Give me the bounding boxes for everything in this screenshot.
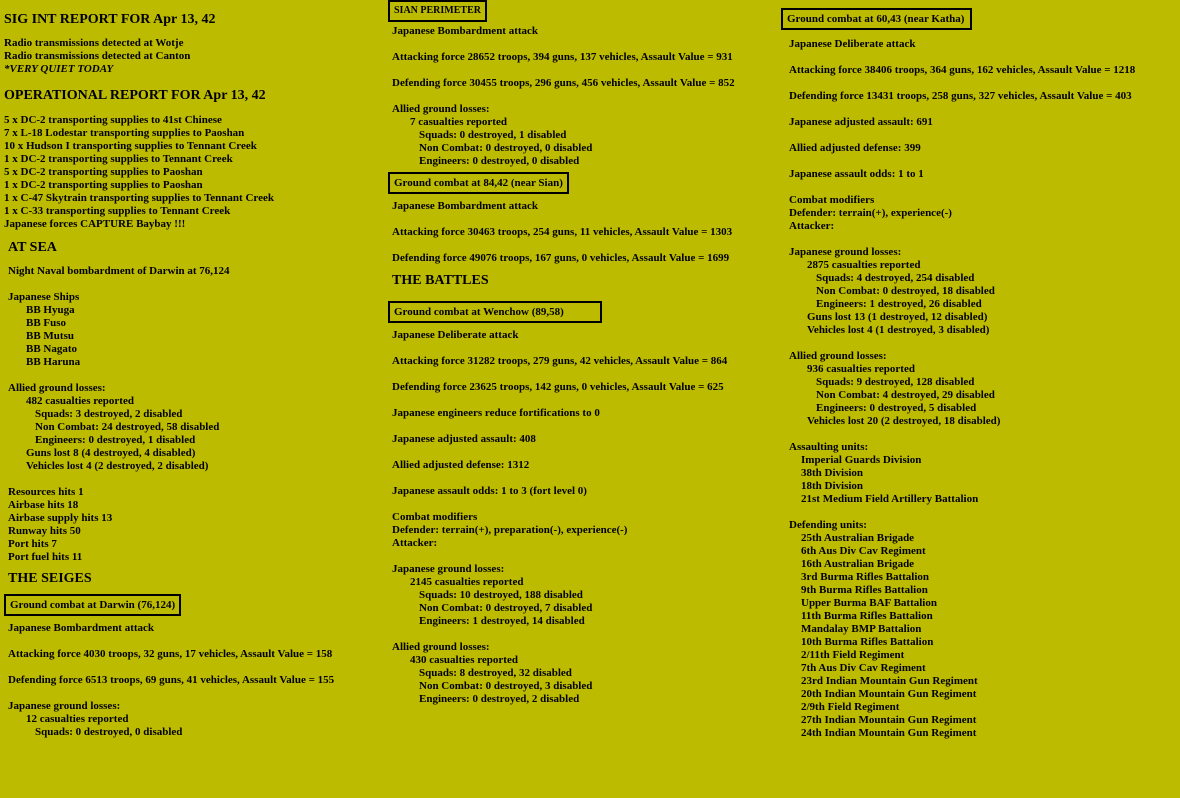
katha-jap-noncombat: Non Combat: 0 destroyed, 18 disabled bbox=[816, 285, 995, 297]
defending-unit: 10th Burma Rifles Battalion bbox=[801, 636, 934, 648]
assaulting-unit: 38th Division bbox=[801, 467, 864, 479]
op-line: 7 x L-18 Lodestar transporting supplies to Paoshan bbox=[4, 127, 245, 139]
guns-lost-line: Guns lost 8 (4 destroyed, 4 disabled) bbox=[26, 447, 196, 459]
report-column-left bbox=[4, 0, 380, 798]
hits-line: Runway hits 50 bbox=[8, 525, 81, 537]
perimeter-box-wrap bbox=[388, 0, 778, 22]
hits-line: Port hits 7 bbox=[8, 538, 57, 550]
defending-units-header: Defending units: bbox=[789, 519, 867, 531]
wenchow-allied-noncombat: Non Combat: 0 destroyed, 3 disabled bbox=[419, 680, 593, 692]
perimeter-attacking-force: Attacking force 28652 troops, 394 guns, 137 vehicles, Assault Value = 931 bbox=[392, 51, 733, 63]
defending-unit: Upper Burma BAF Battalion bbox=[801, 597, 937, 609]
defending-unit: 9th Burma Rifles Battalion bbox=[801, 584, 928, 596]
sigint-title: SIG INT REPORT FOR Apr 13, 42 bbox=[4, 12, 216, 27]
op-line: 1 x C-47 Skytrain transporting supplies to Tennant Creek bbox=[4, 192, 274, 204]
perimeter-casualties: 7 casualties reported bbox=[410, 116, 507, 128]
darwin-squads-line: Squads: 0 destroyed, 0 disabled bbox=[35, 726, 183, 738]
katha-jap-losses-header: Japanese ground losses: bbox=[789, 246, 902, 258]
katha-jap-vehicles-lost: Vehicles lost 4 (1 destroyed, 3 disabled) bbox=[807, 324, 990, 336]
katha-jap-squads: Squads: 4 destroyed, 254 disabled bbox=[816, 272, 975, 284]
perimeter-attack-type: Japanese Bombardment attack bbox=[392, 25, 539, 37]
sigint-line: Radio transmissions detected at Wotje bbox=[4, 37, 184, 49]
defending-unit: 16th Australian Brigade bbox=[801, 558, 915, 570]
darwin-combat-box-wrap bbox=[4, 594, 380, 616]
katha-jap-casualties: 2875 casualties reported bbox=[807, 259, 921, 271]
katha-allied-losses-header: Allied ground losses: bbox=[789, 350, 887, 362]
perimeter-combat-box: SIAN PERIMETER bbox=[388, 0, 487, 22]
darwin-attacking-force: Attacking force 4030 troops, 32 guns, 17 vehicles, Assault Value = 158 bbox=[8, 648, 333, 660]
wenchow-combat-modifiers: Combat modifiers bbox=[392, 511, 478, 523]
hits-line: Port fuel hits 11 bbox=[8, 551, 83, 563]
wenchow-allied-squads: Squads: 8 destroyed, 32 disabled bbox=[419, 667, 572, 679]
allied-losses-header: Allied ground losses: bbox=[8, 382, 106, 394]
op-line: 5 x DC-2 transporting supplies to 41st Chinese bbox=[4, 114, 222, 126]
katha-defender-modifiers: Defender: terrain(+), experience(-) bbox=[789, 207, 952, 219]
ship-name: BB Haruna bbox=[26, 356, 81, 368]
defending-unit: 2/11th Field Regiment bbox=[801, 649, 905, 661]
assaulting-unit: Imperial Guards Division bbox=[801, 454, 922, 466]
bombardment-line: Night Naval bombardment of Darwin at 76,124 bbox=[8, 265, 230, 277]
operational-title: OPERATIONAL REPORT FOR Apr 13, 42 bbox=[4, 88, 266, 103]
op-line: 1 x DC-2 transporting supplies to Paoshan bbox=[4, 179, 203, 191]
katha-allied-noncombat: Non Combat: 4 destroyed, 29 disabled bbox=[816, 389, 995, 401]
katha-attacking-force: Attacking force 38406 troops, 364 guns, 162 vehicles, Assault Value = 1218 bbox=[789, 64, 1136, 76]
noncombat-line: Non Combat: 24 destroyed, 58 disabled bbox=[35, 421, 220, 433]
wenchow-assault-odds: Japanese assault odds: 1 to 3 (fort level 0) bbox=[392, 485, 587, 497]
katha-combat-modifiers: Combat modifiers bbox=[789, 194, 875, 206]
defending-unit: 7th Aus Div Cav Regiment bbox=[801, 662, 926, 674]
katha-adjusted-defense: Allied adjusted defense: 399 bbox=[789, 142, 921, 154]
seiges-title: THE SEIGES bbox=[8, 571, 92, 586]
hits-line: Airbase supply hits 13 bbox=[8, 512, 113, 524]
sigint-line: Radio transmissions detected at Canton bbox=[4, 50, 191, 62]
wenchow-allied-losses-header: Allied ground losses: bbox=[392, 641, 490, 653]
defending-unit: 6th Aus Div Cav Regiment bbox=[801, 545, 926, 557]
darwin-attack-type: Japanese Bombardment attack bbox=[8, 622, 155, 634]
katha-allied-squads: Squads: 9 destroyed, 128 disabled bbox=[816, 376, 975, 388]
katha-adjusted-assault: Japanese adjusted assault: 691 bbox=[789, 116, 933, 128]
sian-attacking-force: Attacking force 30463 troops, 254 guns, 11 vehicles, Assault Value = 1303 bbox=[392, 226, 733, 238]
squads-line: Squads: 3 destroyed, 2 disabled bbox=[35, 408, 183, 420]
sian-combat-box: Ground combat at 84,42 (near Sian) bbox=[388, 172, 569, 194]
sian-defending-force: Defending force 49076 troops, 167 guns, 0 vehicles, Assault Value = 1699 bbox=[392, 252, 730, 264]
engineers-line: Engineers: 0 destroyed, 1 disabled bbox=[35, 434, 196, 446]
darwin-jap-losses-header: Japanese ground losses: bbox=[8, 700, 121, 712]
defending-unit: 20th Indian Mountain Gun Regiment bbox=[801, 688, 977, 700]
hits-line: Resources hits 1 bbox=[8, 486, 84, 498]
ship-name: BB Nagato bbox=[26, 343, 78, 355]
op-line: 5 x DC-2 transporting supplies to Paoshan bbox=[4, 166, 203, 178]
defending-unit: 3rd Burma Rifles Battalion bbox=[801, 571, 930, 583]
perimeter-squads: Squads: 0 destroyed, 1 disabled bbox=[419, 129, 567, 141]
katha-attack-type: Japanese Deliberate attack bbox=[789, 38, 916, 50]
assaulting-unit: 18th Division bbox=[801, 480, 864, 492]
wenchow-jap-casualties: 2145 casualties reported bbox=[410, 576, 524, 588]
op-line: 1 x C-33 transporting supplies to Tennant Creek bbox=[4, 205, 231, 217]
wenchow-attack-type: Japanese Deliberate attack bbox=[392, 329, 519, 341]
ship-name: BB Hyuga bbox=[26, 304, 75, 316]
wenchow-jap-engineers: Engineers: 1 destroyed, 14 disabled bbox=[419, 615, 585, 627]
vehicles-lost-line: Vehicles lost 4 (2 destroyed, 2 disabled) bbox=[26, 460, 209, 472]
op-line: 1 x DC-2 transporting supplies to Tennant Creek bbox=[4, 153, 233, 165]
hits-line: Airbase hits 18 bbox=[8, 499, 79, 511]
ship-name: BB Fuso bbox=[26, 317, 67, 329]
perimeter-noncombat: Non Combat: 0 destroyed, 0 disabled bbox=[419, 142, 593, 154]
op-line: 10 x Hudson I transporting supplies to Tennant Creek bbox=[4, 140, 257, 152]
wenchow-defender-modifiers: Defender: terrain(+), preparation(-), experience(-) bbox=[392, 524, 628, 536]
darwin-defending-force: Defending force 6513 troops, 69 guns, 41 vehicles, Assault Value = 155 bbox=[8, 674, 335, 686]
perimeter-defending-force: Defending force 30455 troops, 296 guns, 456 vehicles, Assault Value = 852 bbox=[392, 77, 735, 89]
report-column-middle bbox=[388, 0, 778, 798]
casualties-line: 482 casualties reported bbox=[26, 395, 134, 407]
wenchow-jap-squads: Squads: 10 destroyed, 188 disabled bbox=[419, 589, 583, 601]
wenchow-allied-casualties: 430 casualties reported bbox=[410, 654, 518, 666]
wenchow-defending-force: Defending force 23625 troops, 142 guns, 0 vehicles, Assault Value = 625 bbox=[392, 381, 724, 393]
katha-attacker-modifiers: Attacker: bbox=[789, 220, 835, 232]
wenchow-jap-losses-header: Japanese ground losses: bbox=[392, 563, 505, 575]
wenchow-allied-engineers: Engineers: 0 destroyed, 2 disabled bbox=[419, 693, 580, 705]
darwin-casualties-line: 12 casualties reported bbox=[26, 713, 129, 725]
katha-defending-force: Defending force 13431 troops, 258 guns, 327 vehicles, Assault Value = 403 bbox=[789, 90, 1132, 102]
sigint-quiet: *VERY QUIET TODAY bbox=[4, 63, 114, 75]
at-sea-title: AT SEA bbox=[8, 240, 57, 255]
perimeter-engineers: Engineers: 0 destroyed, 0 disabled bbox=[419, 155, 580, 167]
ships-header: Japanese Ships bbox=[8, 291, 80, 303]
defending-unit: 25th Australian Brigade bbox=[801, 532, 915, 544]
wenchow-adjusted-assault: Japanese adjusted assault: 408 bbox=[392, 433, 536, 445]
wenchow-box-wrap bbox=[388, 301, 778, 323]
perimeter-allied-losses-header: Allied ground losses: bbox=[392, 103, 490, 115]
katha-combat-box: Ground combat at 60,43 (near Katha) bbox=[781, 8, 972, 30]
battles-title: THE BATTLES bbox=[392, 273, 489, 288]
katha-allied-engineers: Engineers: 0 destroyed, 5 disabled bbox=[816, 402, 977, 414]
wenchow-attacker-modifiers: Attacker: bbox=[392, 537, 438, 549]
wenchow-attacking-force: Attacking force 31282 troops, 279 guns, 42 vehicles, Assault Value = 864 bbox=[392, 355, 728, 367]
wenchow-adjusted-defense: Allied adjusted defense: 1312 bbox=[392, 459, 530, 471]
wenchow-jap-noncombat: Non Combat: 0 destroyed, 7 disabled bbox=[419, 602, 593, 614]
report-column-right bbox=[781, 0, 1180, 798]
katha-jap-guns-lost: Guns lost 13 (1 destroyed, 12 disabled) bbox=[807, 311, 988, 323]
defending-unit: 11th Burma Rifles Battalion bbox=[801, 610, 933, 622]
katha-box-wrap bbox=[781, 8, 1180, 30]
wenchow-combat-box: Ground combat at Wenchow (89,58) bbox=[388, 301, 602, 323]
defending-unit: 23rd Indian Mountain Gun Regiment bbox=[801, 675, 978, 687]
katha-allied-vehicles-lost: Vehicles lost 20 (2 destroyed, 18 disabled) bbox=[807, 415, 1001, 427]
op-line: Japanese forces CAPTURE Baybay !!! bbox=[4, 218, 186, 230]
darwin-combat-box: Ground combat at Darwin (76,124) bbox=[4, 594, 181, 616]
defending-unit: 27th Indian Mountain Gun Regiment bbox=[801, 714, 977, 726]
katha-assault-odds: Japanese assault odds: 1 to 1 bbox=[789, 168, 924, 180]
assaulting-units-header: Assaulting units: bbox=[789, 441, 869, 453]
defending-unit: Mandalay BMP Battalion bbox=[801, 623, 922, 635]
defending-unit: 24th Indian Mountain Gun Regiment bbox=[801, 727, 977, 739]
katha-jap-engineers: Engineers: 1 destroyed, 26 disabled bbox=[816, 298, 982, 310]
sian-attack-type: Japanese Bombardment attack bbox=[392, 200, 539, 212]
sian-box-wrap bbox=[388, 172, 778, 194]
ship-name: BB Mutsu bbox=[26, 330, 74, 342]
katha-allied-casualties: 936 casualties reported bbox=[807, 363, 915, 375]
assaulting-unit: 21st Medium Field Artillery Battalion bbox=[801, 493, 979, 505]
defending-unit: 2/9th Field Regiment bbox=[801, 701, 900, 713]
wenchow-engineers-reduce: Japanese engineers reduce fortifications to 0 bbox=[392, 407, 600, 419]
